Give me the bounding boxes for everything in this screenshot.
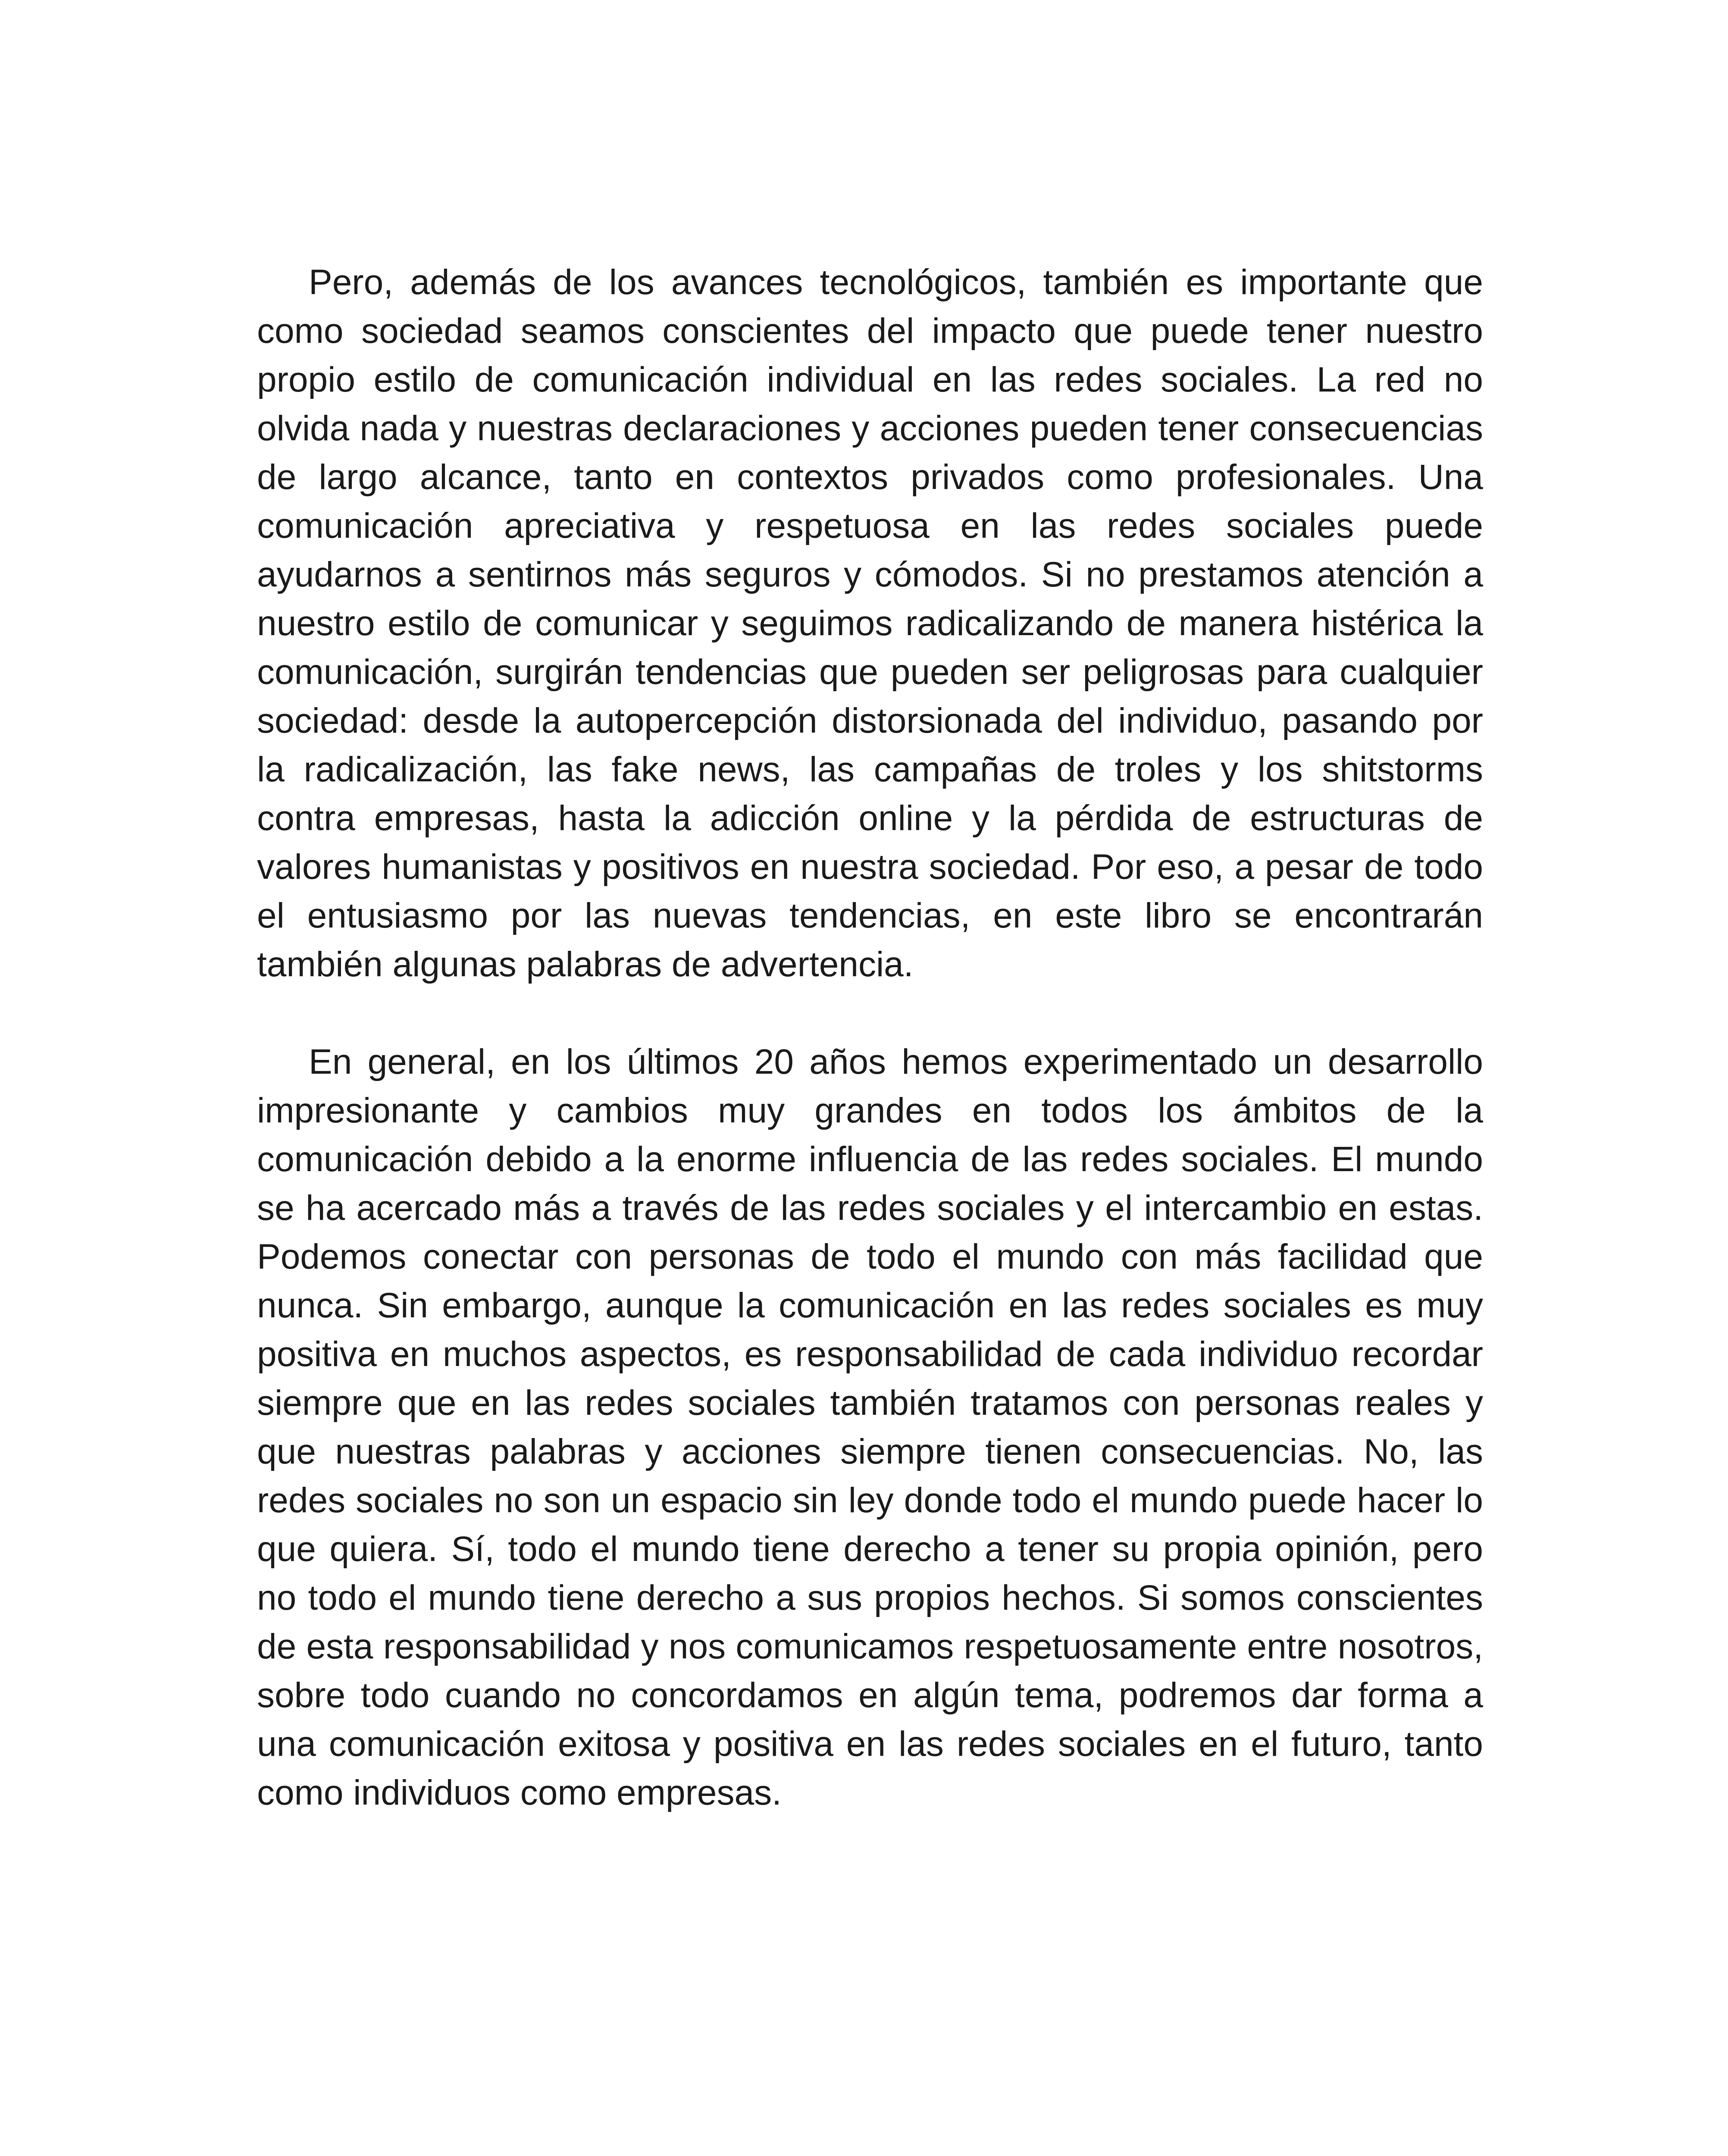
body-text (257, 258, 1483, 1817)
paragraph-2: En general, en los últimos 20 años hemos experimentado un desarrollo impresionante y cambios muy grandes en todos los ámbitos de la comunicación debido a la enorme influencia de las redes sociales. El mundo se ha acercado más a través de las redes sociales y el intercambio en estas. Podemos conectar con personas de todo el mundo con más facilidad que nunca. Sin embargo, aunque la comunicación en las redes sociales es muy positiva en muchos aspectos, es responsabilidad de cada individuo recordar siempre que en las redes sociales también tratamos con personas reales y que nuestras palabras y acciones siempre tienen consecuencias. No, las redes sociales no son un espacio sin ley donde todo el mundo puede hacer lo que quiera. Sí, todo el mundo tiene derecho a tener su propia opinión, pero no todo el mundo tiene derecho a sus propios hechos. Si somos conscientes de esta responsabilidad y nos comunicamos respetuosamente entre nosotros, sobre todo cuando no concordamos en algún tema, podremos dar forma a una comunicación exitosa y positiva en las redes sociales en el futuro, tanto como individuos como empresas. (257, 1042, 1483, 1812)
paragraph-1: Pero, además de los avances tecnológicos, también es importante que como sociedad seamos conscientes del impacto que puede tener nuestro propio estilo de comunicación individual en las redes sociales. La red no olvida nada y nuestras declaraciones y acciones pueden tener consecuencias de largo alcance, tanto en contextos privados como profesionales. Una comunicación apreciativa y respetuosa en las redes sociales puede ayudarnos a sentirnos más seguros y cómodos. Si no prestamos atención a nuestro estilo de comunicar y seguimos radicalizando de manera histérica la comunicación, surgirán tendencias que pueden ser peligrosas para cualquier sociedad: desde la autopercepción distorsionada del individuo, pasando por la radicalización, las fake news, las campañas de troles y los shitstorms contra empresas, hasta la adicción online y la pérdida de estructuras de valores humanistas y positivos en nuestra sociedad. Por eso, a pesar de todo el entusiasmo por las nuevas tendencias, en este libro se encontrarán también algunas palabras de advertencia. (257, 263, 1483, 984)
